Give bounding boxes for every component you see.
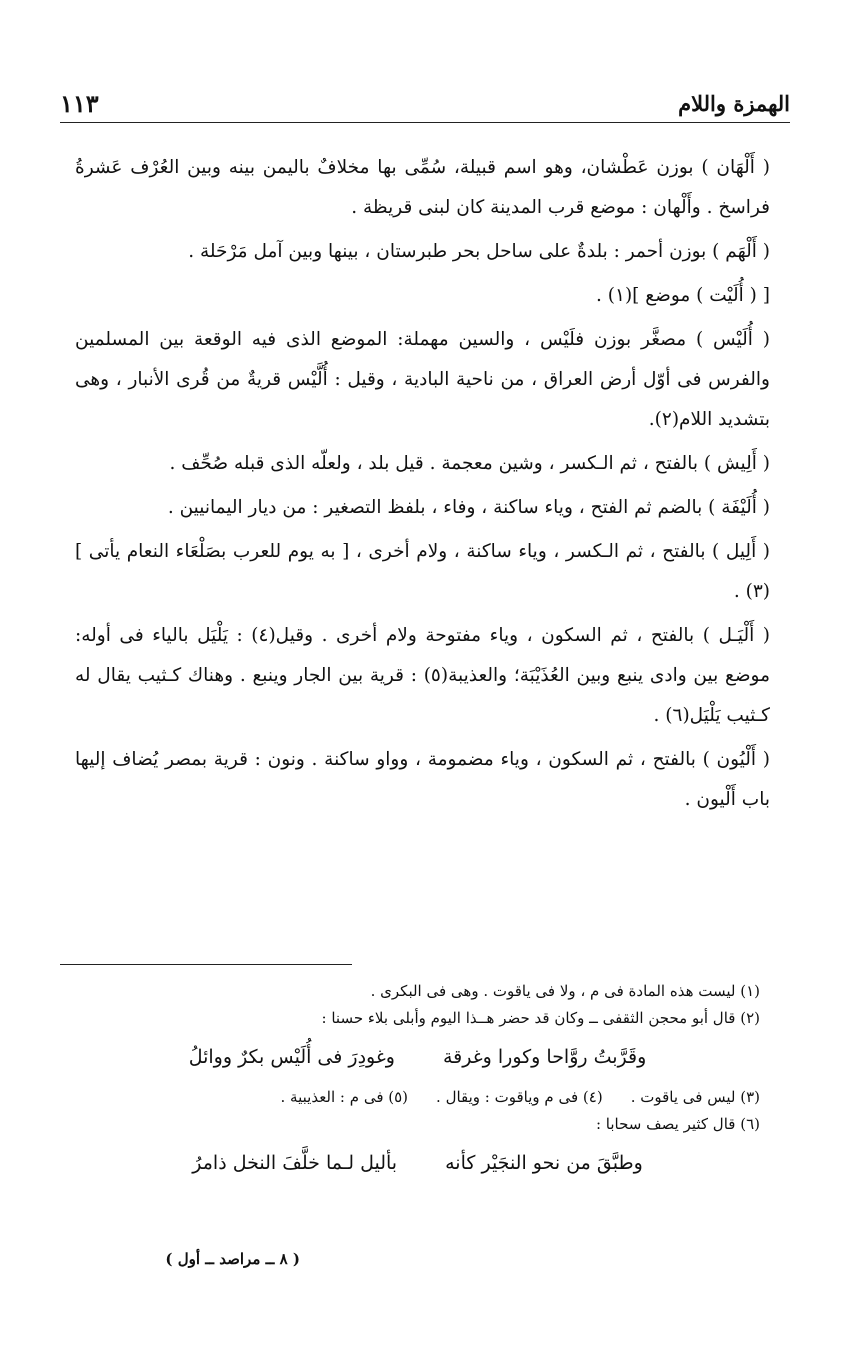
footnote-divider — [60, 964, 352, 965]
footnote-6: (٦) قال كثير يصف سحابا : — [595, 1115, 760, 1133]
entry-alyun: ( أَلْيُون ) بالفتح ، ثم السكون ، وياء مضمومة ، وواو ساكنة . ونون : قرية بمصر يُضاف إليها باب أَلْيون . — [75, 749, 770, 810]
footnote-3: (٣) ليس فى ياقوت . — [630, 1088, 760, 1106]
entry-alil: ( أَلِيل ) بالفتح ، ثم الـكسر ، وياء ساكنة ، ولام أخرى ، [ به يوم للعرب بصَلْعَاء النعام يأتى ](٣) . — [75, 541, 770, 602]
footnote-2: (٢) قال أبو محجن الثقفى ــ وكان قد حضر هــذا اليوم وأبلى بلاء حسنا : — [321, 1009, 760, 1027]
footnote-4: (٤) فى م وياقوت : ويقال . — [436, 1088, 603, 1106]
header-title: الهمزة واللام — [678, 91, 790, 116]
entry-ulays: ( أُلَيْس ) مصغَّر بوزن فلَيْس ، والسين مهملة: الموضع الذى فيه الوقعة بين المسلمين والفرس فى أوّل أرض العراق ، من ناحية البادية ، وقيل : أُلَّيْس قريةٌ من قُرى الأنبار ، وهى بتشديد اللام(٢). — [75, 329, 770, 430]
verse-abu-mihjan — [75, 1034, 760, 1080]
entry-alyal: ( أَلْيَـل ) بالفتح ، ثم السكون ، وياء مفتوحة ولام أخرى . وقيل(٤) : يَلْيَل بالياء فى أوله: موضع بين وادى ينبع وبين العُذَيْبَة؛ والعذيبة(٥) : قرية بين الجار وينبع . وهناك كـثيب يقال له كـثيب يَلْيَل(٦) . — [75, 625, 771, 726]
footnotes — [75, 978, 760, 1190]
page-number: ١١٣ — [60, 89, 99, 118]
verse-hemistich-second: بأليل لـما خلَّفَ النخل ذامرُ — [192, 1152, 398, 1174]
main-text — [75, 148, 770, 824]
entry-alhan: ( أَلْهَان ) بوزن عَطْشان، وهو اسم قبيلة، سُمِّى بها مخلافٌ باليمن بينه وبين العُرْف عَشرةُ فراسخ . وأَلْهان : موضع قرب المدينة كان لبنى قريظة . — [75, 157, 770, 218]
entry-ulayfa: ( أُلَيْفَة ) بالضم ثم الفتح ، وياء ساكنة ، وفاء ، بلفظ التصغير : من ديار اليمانيين . — [167, 497, 770, 518]
verse-hemistich-first: وقَرَّبتُ روَّاحا وكورا وغرقة — [442, 1046, 647, 1068]
footnote-5: (٥) فى م : العذيبية . — [280, 1088, 409, 1106]
verse-kuthayyir — [75, 1140, 760, 1186]
running-header — [60, 78, 790, 123]
entry-alish: ( أَلِيش ) بالفتح ، ثم الـكسر ، وشين معجمة . قيل بلد ، ولعلّه الذى قبله صُحِّف . — [169, 453, 770, 474]
verse-hemistich-second: وغودِرَ فى أُلَيْس بكرٌ ووائلُ — [188, 1046, 395, 1068]
entry-ulayt: [ ( أُلَيْت ) موضع ](١) . — [596, 285, 770, 306]
footnotes-row-3-5 — [75, 1084, 760, 1111]
printer-signature-mark: ( ٨ ــ مراصد ــ أول ) — [165, 1250, 300, 1268]
verse-hemistich-first: وطبَّقَ من نحو النجَيْر كأنه — [445, 1152, 643, 1174]
entry-alham: ( أَلْهَم ) بوزن أحمر : بلدةٌ على ساحل بحر طبرستان ، بينها وبين آمل مَرْحَلة . — [188, 241, 770, 262]
footnote-1: (١) ليست هذه المادة فى م ، ولا فى ياقوت . وهى فى البكرى . — [370, 982, 760, 1000]
